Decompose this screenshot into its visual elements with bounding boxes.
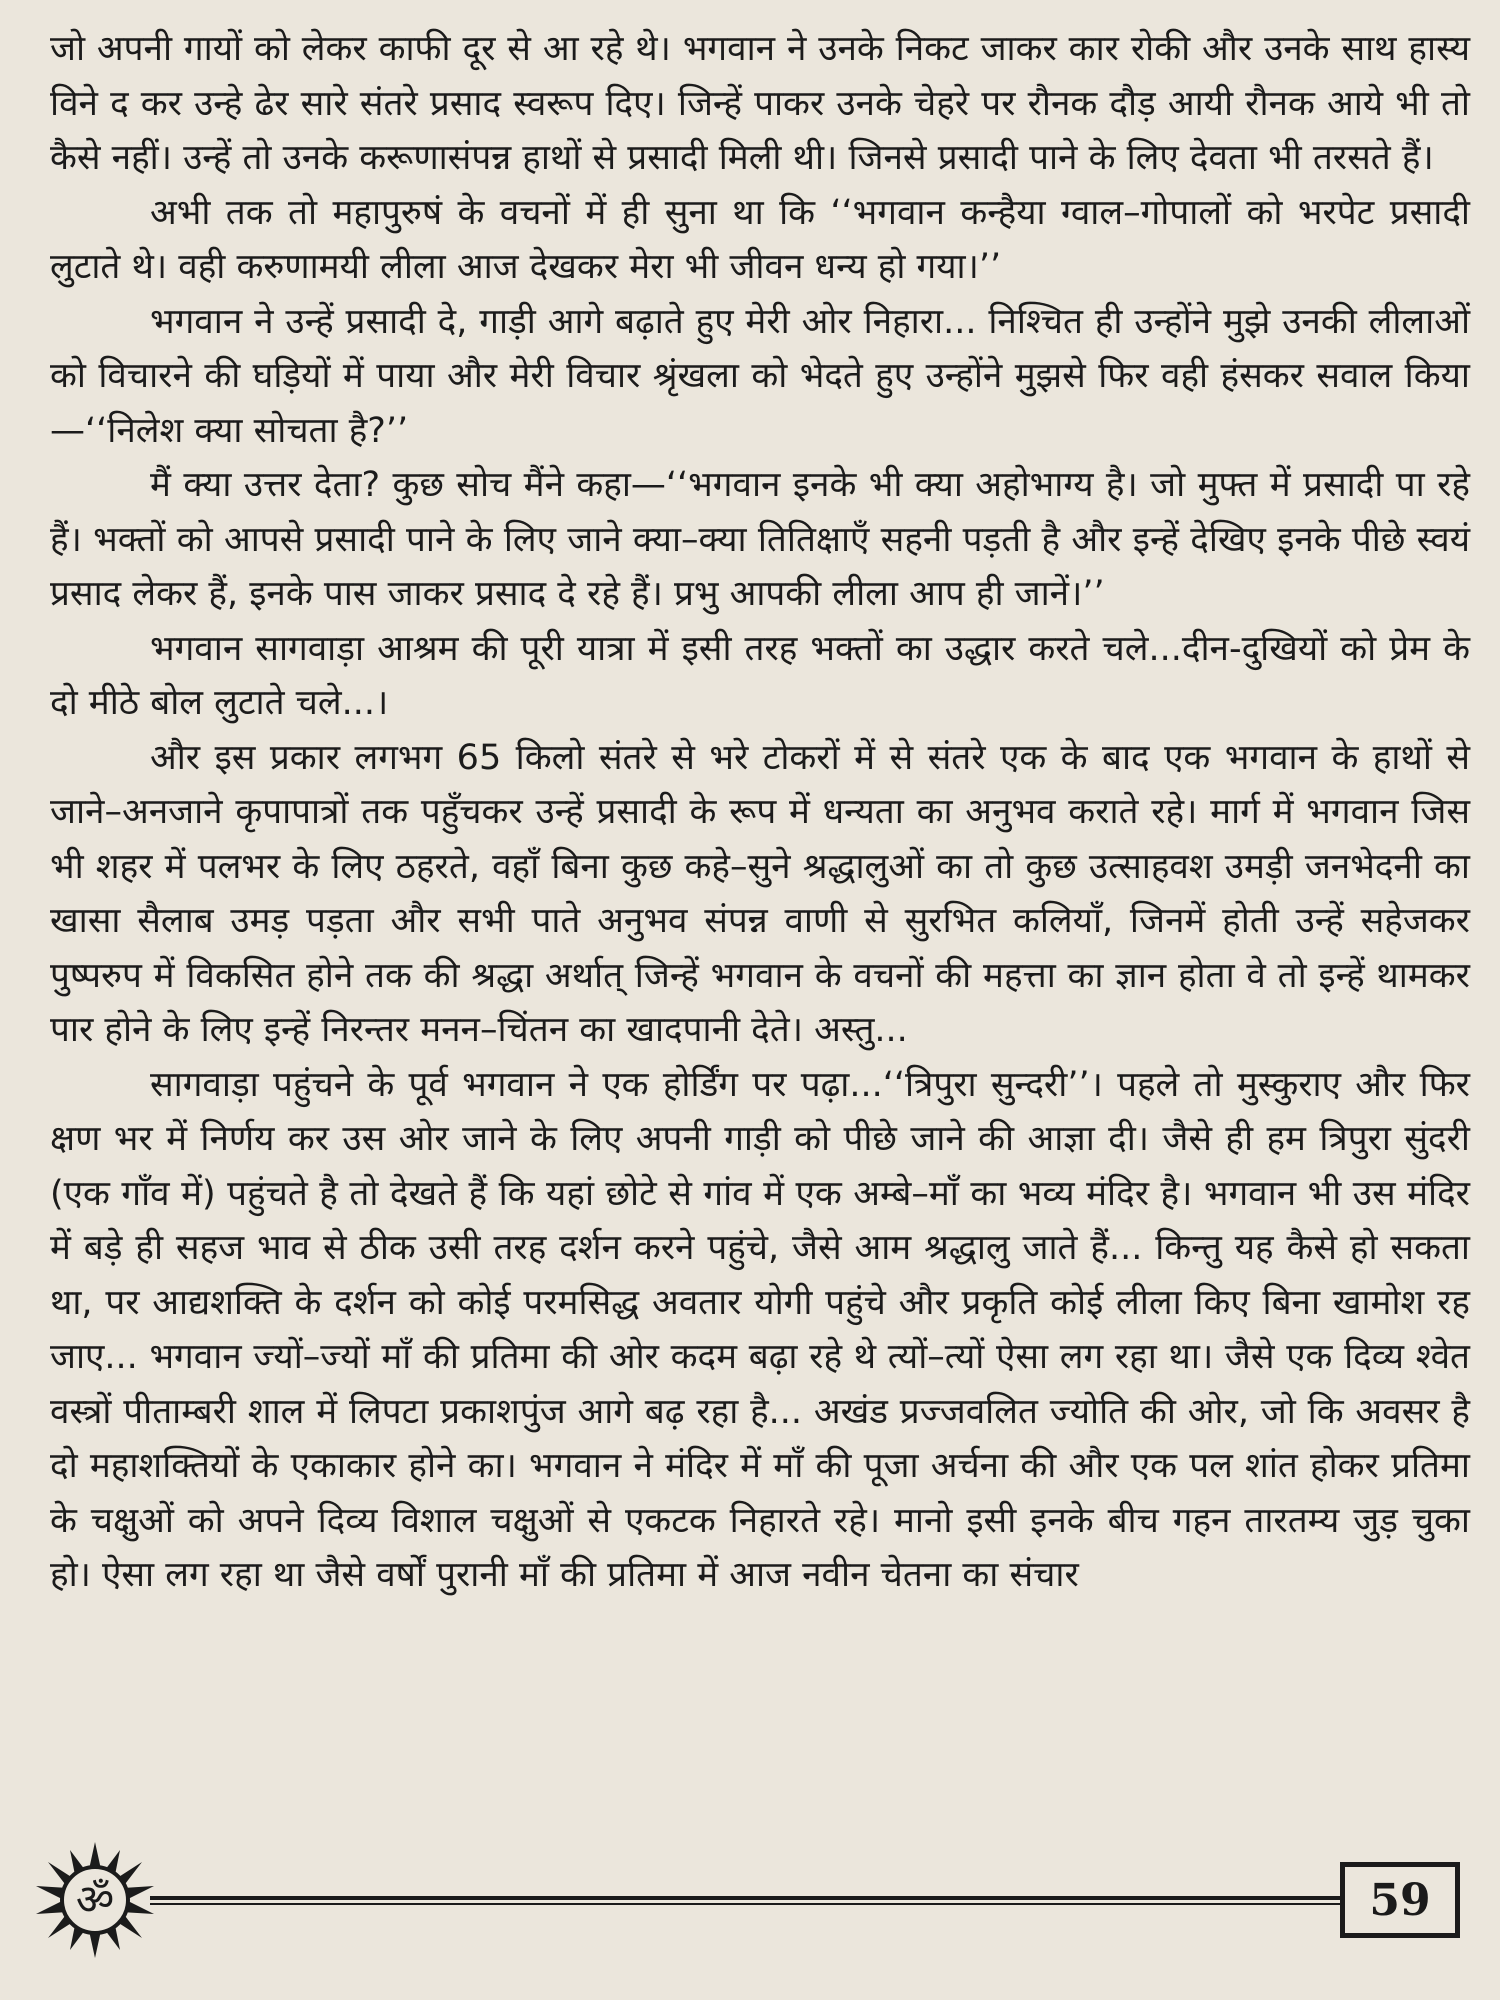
page-number-box: [1340, 1862, 1460, 1938]
footer-divider-thin: [150, 1903, 1365, 1905]
paragraph-3: भगवान ने उन्हें प्रसादी दे, गाड़ी आगे बढ़ाते हुए मेरी ओर निहारा... निश्चित ही उन्होंने मुझे उनकी लीलाओं को विचारने की घड़ियों में पाया और मेरी विचार श्रृंखला को भेदते हुए उन्होंने मुझसे फिर वही हंसकर सवाल किया—‘‘निलेश क्या सोचता है?’’: [50, 301, 1470, 451]
paragraph-4: मैं क्या उत्तर देता? कुछ सोच मैंने कहा—‘‘भगवान इनके भी क्या अहोभाग्य है। जो मुफ्त में प्रसादी पा रहे हैं। भक्तों को आपसे प्रसादी पाने के लिए जाने क्या–क्या तितिक्षाएँ सहनी पड़ती है और इन्हें देखिए इनके पीछे स्वयं प्रसाद लेकर हैं, इनके पास जाकर प्रसाद दे रहे हैं। प्रभु आपकी लीला आप ही जानें।’’: [50, 465, 1470, 614]
om-glyph: ॐ: [75, 1875, 115, 1924]
paragraph-7: सागवाड़ा पहुंचने के पूर्व भगवान ने एक होर्डिंग पर पढ़ा...‘‘त्रिपुरा सुन्दरी’’। पहले तो मुस्कुराए और फिर क्षण भर में निर्णय कर उस ओर जाने के लिए अपनी गाड़ी को पीछे जाने की आज्ञा दी। जैसे ही हम त्रिपुरा सुंदरी (एक गाँव में) पहुंचते है तो देखते हैं कि यहां छोटे से गांव में एक अम्बे–माँ का भव्य मंदिर है। भगवान भी उस मंदिर में बड़े ही सहज भाव से ठीक उसी तरह दर्शन करने पहुंचे, जैसे आम श्रद्धालु जाते हैं... किन्तु यह कैसे हो सकता था, पर आद्यशक्ति के दर्शन को कोई परमसिद्ध अवतार योगी पहुंचे और प्रकृति कोई लीला किए बिना खामोश रह जाए... भगवान ज्यों–ज्यों माँ की प्रतिमा की ओर कदम बढ़ा रहे थे त्यों–त्यों ऐसा लग रहा था। जैसे एक दिव्य श्वेत वस्त्रों पीताम्बरी शाल में लिपटा प्रकाशपुंज आगे बढ़ रहा है... अखंड प्रज्जवलित ज्योति की ओर, जो कि अवसर है दो महाशक्तियों के एकाकार होने का। भगवान ने मंदिर में माँ की पूजा अर्चना की और एक पल शांत होकर प्रतिमा के चक्षुओं को अपने दिव्य विशाल चक्षुओं से एकटक निहारते रहे। मानो इसी इनके बीच गहन तारतम्य जुड़ चुका हो। ऐसा लग रहा था जैसे वर्षों पुरानी माँ की प्रतिमा में आज नवीन चेतना का संचार: [50, 1064, 1470, 1595]
paragraph-2: अभी तक तो महापुरुषं के वचनों में ही सुना था कि ‘‘भगवान कन्हैया ग्वाल–गोपालों को भरपेट प्रसादी लुटाते थे। वही करुणामयी लीला आज देखकर मेरा भी जीवन धन्य हो गया।’’: [50, 192, 1470, 287]
footer-divider: [150, 1896, 1365, 1900]
body-text: [50, 22, 1470, 1822]
om-sun-icon: [30, 1840, 160, 1960]
paragraph-1: जो अपनी गायों को लेकर काफी दूर से आ रहे थे। भगवान ने उनके निकट जाकर कार रोकी और उनके साथ हास्य विने द कर उन्हे ढेर सारे संतरे प्रसाद स्वरूप दिए। जिन्हें पाकर उनके चेहरे पर रौनक दौड़ आयी रौनक आये भी तो कैसे नहीं। उन्हें तो उनके करूणासंपन्न हाथों से प्रसादी मिली थी। जिनसे प्रसादी पाने के लिए देवता भी तरसते हैं।: [50, 29, 1470, 178]
page-footer: [30, 1840, 1470, 1960]
paragraph-5: भगवान सागवाड़ा आश्रम की पूरी यात्रा में इसी तरह भक्तों का उद्धार करते चले...दीन-दुखियों को प्रेम के दो मीठे बोल लुटाते चले...।: [50, 628, 1470, 723]
paragraph-6: और इस प्रकार लगभग 65 किलो संतरे से भरे टोकरों में से संतरे एक के बाद एक भगवान के हाथों से जाने–अनजाने कृपापात्रों तक पहुँचकर उन्हें प्रसादी के रूप में धन्यता का अनुभव कराते रहे। मार्ग में भगवान जिस भी शहर में पलभर के लिए ठहरते, वहाँ बिना कुछ कहे–सुने श्रद्धालुओं का तो कुछ उत्साहवश उमड़ी जनभेदनी का खासा सैलाब उमड़ पड़ता और सभी पाते अनुभव संपन्न वाणी से सुरभित कलियाँ, जिनमें होती उन्हें सहेजकर पुष्परुप में विकसित होने तक की श्रद्धा अर्थात् जिन्हें भगवान के वचनों की महत्ता का ज्ञान होता वे तो इन्हें थामकर पार होने के लिए इन्हें निरन्तर मनन–चिंतन का खादपानी देते। अस्तु...: [50, 737, 1470, 1050]
page-number: 59: [1369, 1874, 1431, 1926]
